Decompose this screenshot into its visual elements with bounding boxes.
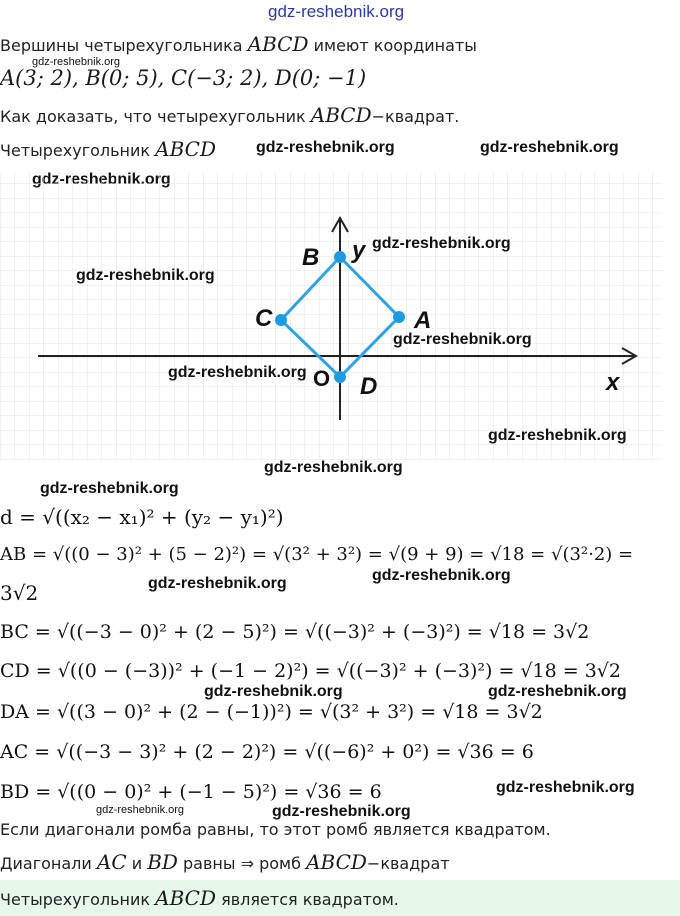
- caption-text: Четырехугольник: [0, 141, 156, 160]
- label-d: D: [360, 373, 378, 400]
- caption-var: ABCD: [155, 137, 217, 161]
- grid: [0, 172, 662, 460]
- question-var: ABCD: [310, 103, 372, 127]
- diag-bd: BD: [147, 850, 178, 874]
- watermark: gdz-reshebnik.org: [488, 427, 627, 444]
- watermark: gdz-reshebnik.org: [372, 567, 511, 584]
- watermark: gdz-reshebnik.org: [256, 139, 395, 156]
- watermark: gdz-reshebnik.org: [372, 235, 511, 252]
- question-suffix: −квадрат.: [371, 107, 460, 126]
- point-d: [334, 371, 346, 383]
- watermark: gdz-reshebnik.org: [264, 459, 403, 476]
- label-y: y: [352, 237, 366, 264]
- watermark: gdz-reshebnik.org: [96, 804, 185, 816]
- label-b: B: [302, 244, 320, 271]
- label-x: x: [606, 369, 620, 396]
- label-a: A: [414, 307, 432, 334]
- formula-bd: BD = √((0 − 0)² + (−1 − 5)²) = √36 = 6: [0, 781, 382, 803]
- watermark: gdz-reshebnik.org: [32, 56, 121, 68]
- watermark: gdz-reshebnik.org: [148, 575, 287, 592]
- intro-text: Вершины четырехугольника: [0, 36, 248, 55]
- diag-suffix: −квадрат: [366, 854, 450, 873]
- watermark: gdz-reshebnik.org: [488, 683, 627, 700]
- watermark: gdz-reshebnik.org: [393, 331, 532, 348]
- diag-prefix: Диагонали: [0, 854, 97, 873]
- point-c: [275, 314, 287, 326]
- watermark: gdz-reshebnik.org: [204, 683, 343, 700]
- diag-and: и: [126, 854, 148, 873]
- intro-var: ABCD: [247, 32, 309, 56]
- watermark: gdz-reshebnik.org: [480, 139, 619, 156]
- label-c: C: [255, 305, 273, 332]
- label-origin: O: [313, 366, 331, 391]
- figure-caption: [0, 137, 216, 161]
- watermark: gdz-reshebnik.org: [496, 779, 635, 796]
- watermark: gdz-reshebnik.org: [272, 803, 411, 820]
- diag-ac: AC: [96, 850, 127, 874]
- point-b: [334, 251, 346, 263]
- formula-ab: AB = √((0 − 3)² + (5 − 2)²) = √(3² + 3²) = √(9 + 9) = √18 = √(3²·2) =: [0, 544, 634, 565]
- answer-suffix: является квадратом.: [216, 890, 399, 909]
- question-line: [0, 103, 459, 127]
- diag-mid: равны ⇒ ромб: [177, 854, 307, 873]
- coordinates: A(3; 2), B(0; 5), C(−3; 2), D(0; −1): [0, 66, 367, 90]
- answer-line: [0, 886, 399, 910]
- point-a: [393, 311, 405, 323]
- answer-prefix: Четырехугольник: [0, 890, 156, 909]
- formula-distance: d = √((x₂ − x₁)² + (y₂ − y₁)²): [0, 505, 284, 529]
- answer-var: ABCD: [155, 886, 217, 910]
- intro-text-suffix: имеют координаты: [308, 36, 477, 55]
- answer-box: [0, 880, 680, 916]
- watermark-top: gdz-reshebnik.org: [268, 2, 405, 21]
- intro-line: [0, 32, 477, 56]
- formula-ab-cont: 3√2: [0, 581, 39, 605]
- formula-ac: AC = √((−3 − 3)² + (2 − 2)²) = √((−6)² + 0²) = √36 = 6: [0, 741, 534, 763]
- diagonals-line: [0, 850, 450, 874]
- formula-da: DA = √((3 − 0)² + (2 − (−1))²) = √(3² + 3²) = √18 = 3√2: [0, 701, 543, 723]
- formula-bc: BC = √((−3 − 0)² + (2 − 5)²) = √((−3)² + (−3)²) = √18 = 3√2: [0, 621, 590, 643]
- question-text: Как доказать, что четырехугольник: [0, 107, 311, 126]
- watermark: gdz-reshebnik.org: [168, 364, 307, 381]
- rule-text: Если диагонали ромба равны, то этот ромб является квадратом.: [0, 820, 551, 839]
- formula-cd: CD = √((0 − (−3))² + (−1 − 2)²) = √((−3)² + (−3)²) = √18 = 3√2: [0, 660, 621, 682]
- watermark: gdz-reshebnik.org: [76, 267, 215, 284]
- coordinate-figure: [0, 172, 680, 462]
- diag-var: ABCD: [306, 850, 367, 874]
- watermark: gdz-reshebnik.org: [40, 480, 179, 497]
